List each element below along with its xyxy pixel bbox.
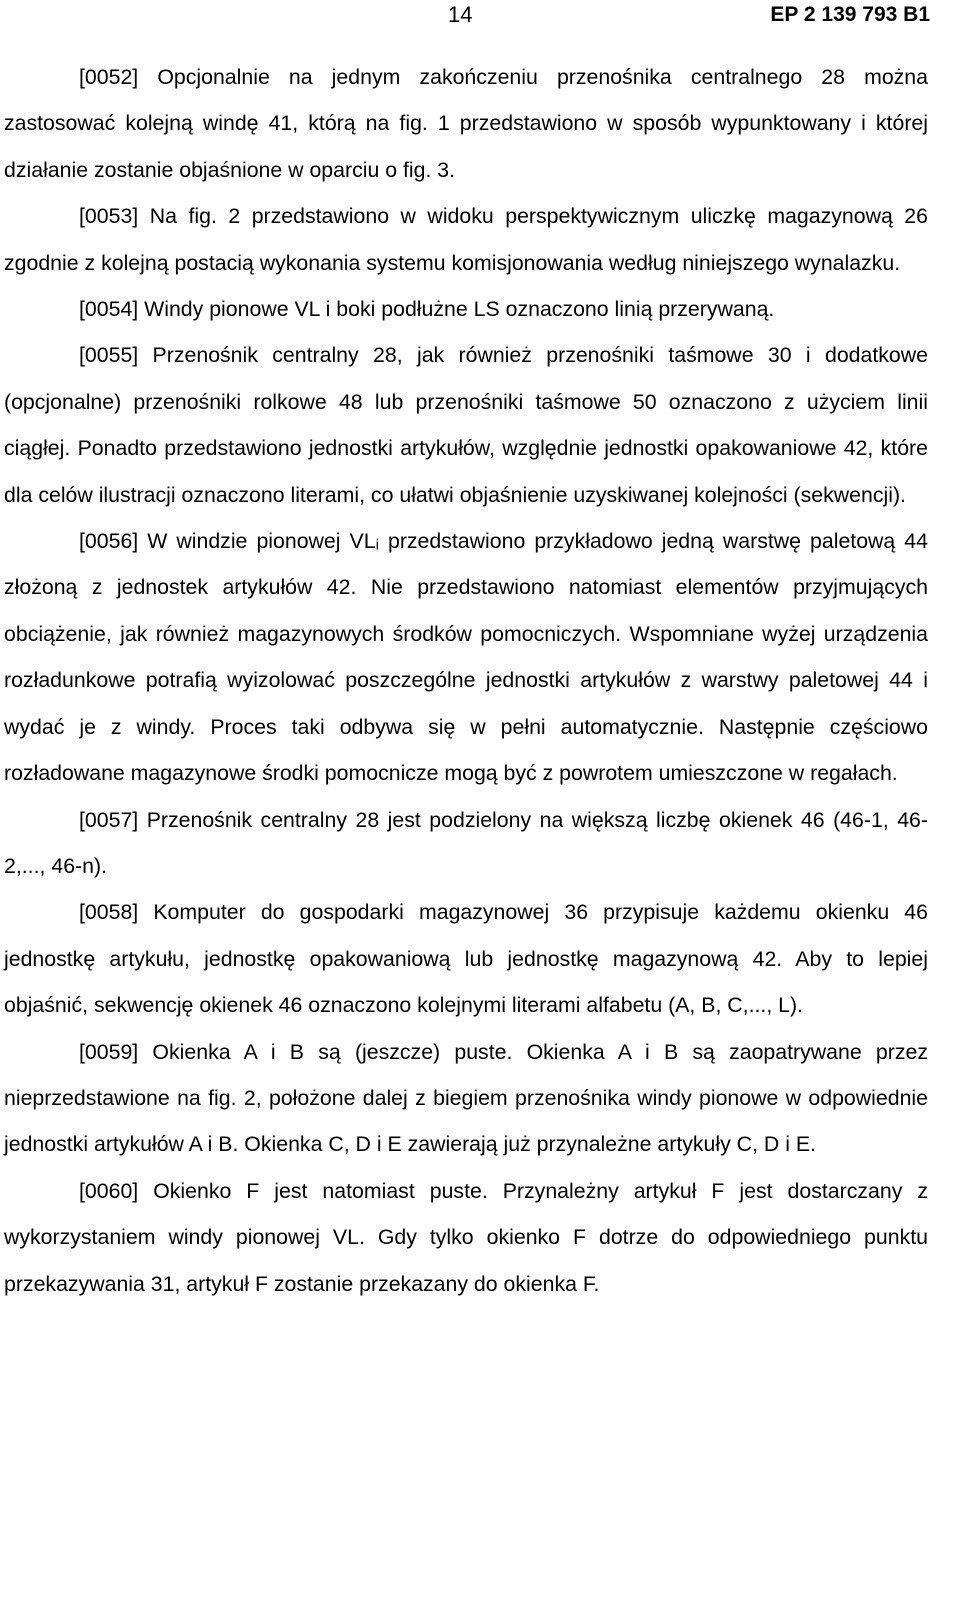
paragraph-0057: [0057] Przenośnik centralny 28 jest podzielony na większą liczbę okienek 46 (46-1, 46-2,..., 46-n). <box>4 807 928 878</box>
paragraph-0053: [0053] Na fig. 2 przedstawiono w widoku perspektywicznym uliczkę magazynową 26 zgodnie z kolejną postacią wykonania systemu komisjonowania według niniejszego wynalazku. <box>4 204 928 275</box>
paragraph-0052: [0052] Opcjonalnie na jednym zakończeniu przenośnika centralnego 28 można zastosować kolejną windę 41, którą na fig. 1 przedstawiono w sposób wypunktowany i której działanie zostanie objaśnione w oparciu o fig. 3. <box>4 65 928 182</box>
paragraph-0059: [0059] Okienka A i B są (jeszcze) puste. Okienka A i B są zaopatrywane przez nieprzedstawione na fig. 2, położone dalej z biegiem przenośnika windy pionowe w odpowiednie jednostki artykułów A i B. Okienka C, D i E zawierają już przynależne artykuły C, D i E. <box>4 1039 928 1157</box>
paragraph-0058: [0058] Komputer do gospodarki magazynowej 36 przypisuje każdemu okienku 46 jednostkę artykułu, jednostkę opakowaniową lub jednostkę magazynową 42. Aby to lepiej objaśnić, sekwencję okienek 46 oznaczono kolejnymi literami alfabetu (A, B, C,..., L). <box>4 900 928 1018</box>
page-number: 14 <box>448 2 473 27</box>
document-body <box>4 54 928 1307</box>
paragraph-0054: [0054] Windy pionowe VL i boki podłużne LS oznaczono linią przerywaną. <box>79 297 775 322</box>
paragraph-0060: [0060] Okienko F jest natomiast puste. Przynależny artykuł F jest dostarczany z wykorzystaniem windy pionowej VL. Gdy tylko okienko F dotrze do odpowiedniego punktu przekazywania 31, artykuł F zostanie przekazany do okienka F. <box>4 1178 928 1296</box>
page-header <box>0 0 960 40</box>
patent-number: EP 2 139 793 B1 <box>770 3 930 26</box>
paragraph-0056: [0056] W windzie pionowej VLᵢ przedstawiono przykładowo jedną warstwę paletową 44 złożoną z jednostek artykułów 42. Nie przedstawiono natomiast elementów przyjmujących obciążenie, jak również magazynowych środków pomocniczych. Wspomniane wyżej urządzenia rozładunkowe potrafią wyizolować poszczególne jednostki artykułów z warstwy paletowej 44 i wydać je z windy. Proces taki odbywa się w pełni automatycznie. Następnie częściowo rozładowane magazynowe środki pomocnicze mogą być z powrotem umieszczone w regałach. <box>4 529 928 786</box>
paragraph-0055: [0055] Przenośnik centralny 28, jak również przenośniki taśmowe 30 i dodatkowe (opcjonalne) przenośniki rolkowe 48 lub przenośniki taśmowe 50 oznaczono z użyciem linii ciągłej. Ponadto przedstawiono jednostki artykułów, względnie jednostki opakowaniowe 42, które dla celów ilustracji oznaczono literami, co ułatwi objaśnienie uzyskiwanej kolejności (sekwencji). <box>4 343 928 507</box>
